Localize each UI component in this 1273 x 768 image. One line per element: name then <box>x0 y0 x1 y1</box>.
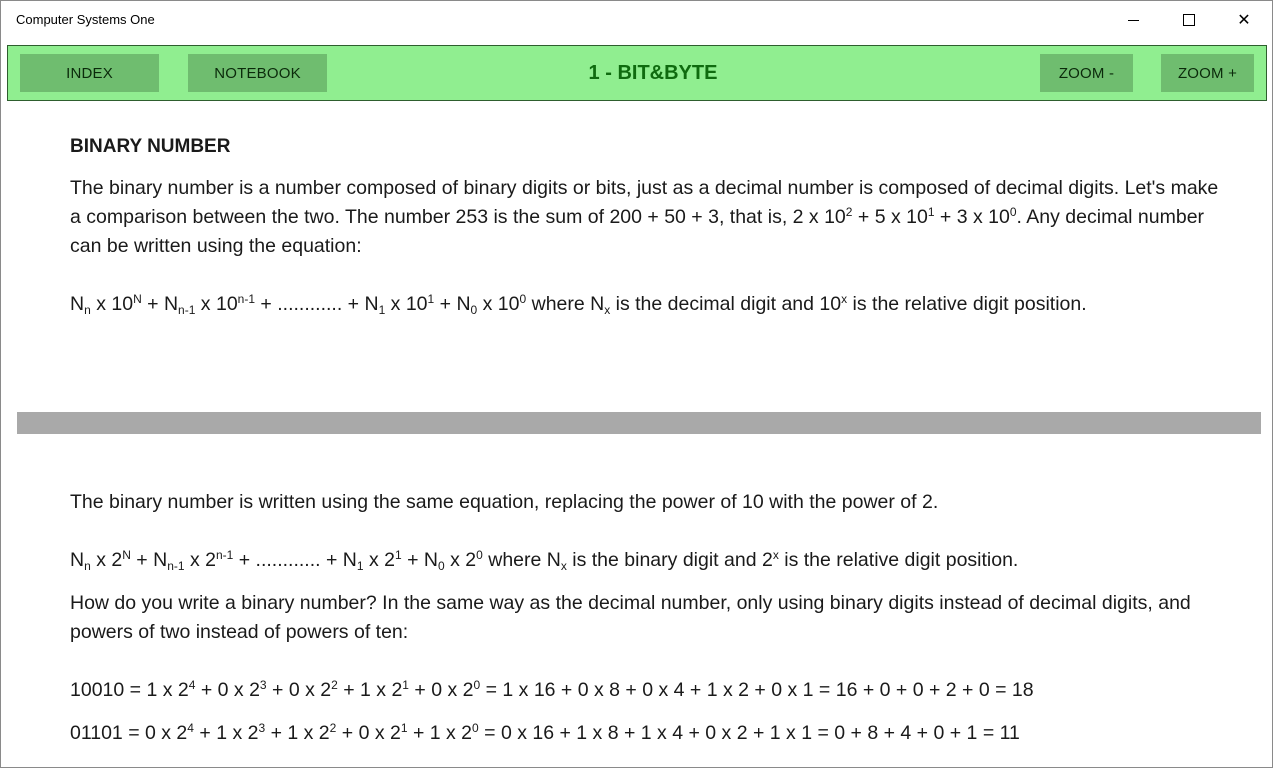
maximize-icon <box>1183 14 1195 26</box>
zoom-in-button[interactable]: ZOOM + <box>1161 54 1254 92</box>
section-divider <box>17 412 1261 434</box>
binary-example-2: 01101 = 0 x $2^4 + 1$ x $2^3 + 1$ x $2^2 + 0$ x $2^1 + 1$ x $2^0 = 0$ x 16 + 1 x 8 + 1 x 4 + 0 x 2 + 1 x 1 = 0 + 8 + 4 + 0 + 1 = 11 <box>70 721 1020 744</box>
zoom-out-button[interactable]: ZOOM - <box>1040 54 1133 92</box>
minimize-button[interactable] <box>1110 1 1156 39</box>
section-heading: BINARY NUMBER <box>70 136 231 157</box>
paragraph-binary-intro: The binary number is written using the same equation, replacing the power of 10 with the power of 2. <box>70 491 939 513</box>
scrollbar[interactable] <box>1263 101 1272 767</box>
content-area[interactable] <box>1 101 1272 767</box>
close-button[interactable] <box>1221 1 1267 39</box>
close-icon: ✕ <box>1237 12 1251 29</box>
app-title: Computer Systems One <box>16 12 155 27</box>
minimize-icon <box>1128 20 1139 21</box>
notebook-button[interactable]: NOTEBOOK <box>188 54 327 92</box>
page-title: 1 - BIT&BYTE <box>588 62 718 84</box>
paragraph-decimal-intro: The binary number is a number composed of binary digits or bits, just as a decimal number is composed of decimal digits. Let's make a comparison between the two. The number 253 is the sum of 200 + 50 + 3, that is, 2 x $10^2 + 5$ x $10^1 + 3$ x $10^0$. Any decimal number can be written using the equation: <box>70 177 1219 257</box>
index-button[interactable]: INDEX <box>20 54 159 92</box>
paragraph-binary-question: How do you write a binary number? In the same way as the decimal number, only using binary digits instead of decimal digits, and powers of two instead of powers of ten: <box>70 592 1191 643</box>
binary-example-1: 10010 = 1 x $2^4 + 0$ x $2^3 + 0$ x $2^2 + 1$ x $2^1 + 0$ x $2^0 = 1$ x 16 + 0 x 8 + 0 x 4 + 1 x 2 + 0 x 1 = 16 + 0 + 0 + 2 + 0 = 18 <box>70 678 1034 701</box>
binary-equation: $N_n$ x $2^N + N_{n-1}$ x $2^{n-1}$ + ............ + $N_1$ x $2^1 + N_0$ x $2^0$ where $N_x$ is the binary digit and 2$^x$ is the relative digit position. <box>70 548 1019 573</box>
title-bar[interactable] <box>1 1 1272 39</box>
decimal-equation: $N_n$ x $10^N + N_{n-1}$ x $10^{n-1}$ + ............ + $N_1$ x $10^1 + N_0$ x $10^0$ where $N_x$ is the decimal digit and 10$^x$ is the relative digit position. <box>70 292 1087 317</box>
toolbar <box>7 45 1267 101</box>
maximize-button[interactable] <box>1166 1 1212 39</box>
